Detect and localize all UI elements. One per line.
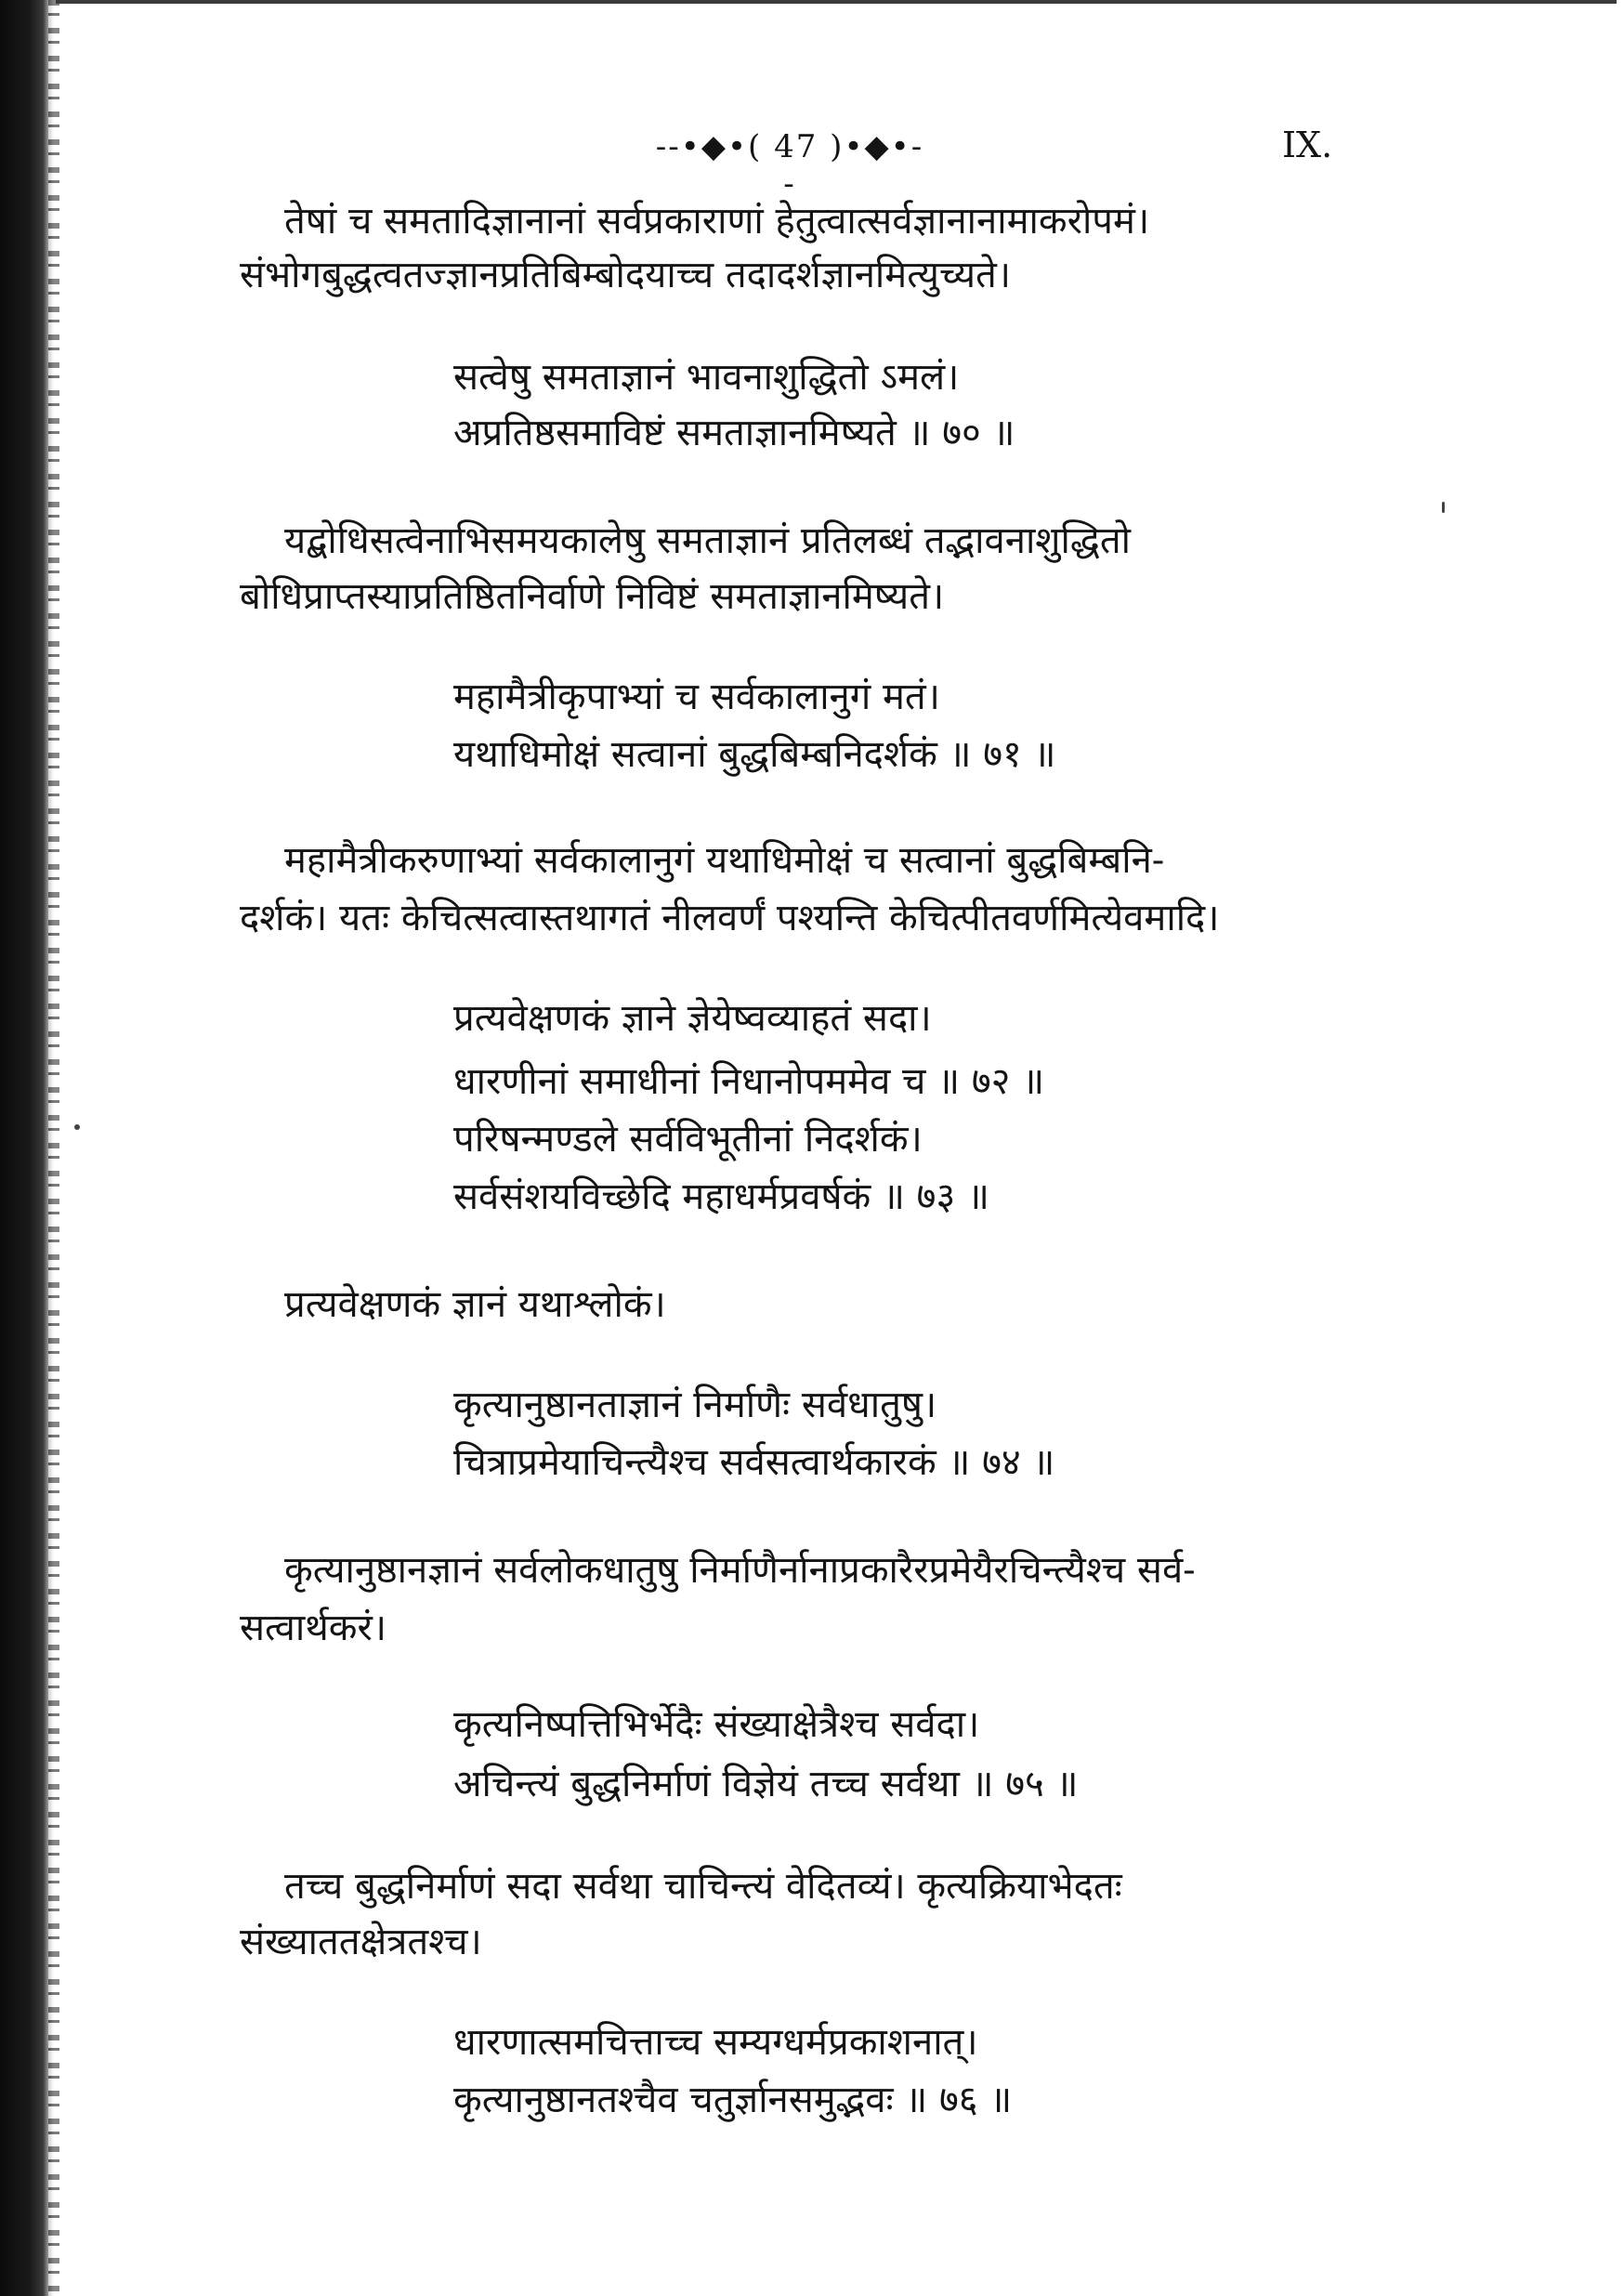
paper-speck	[74, 1124, 80, 1130]
book-spine-shadow	[0, 0, 54, 2296]
top-edge-rule	[56, 0, 1617, 4]
prose-line: संभोगबुद्धत्वतज्ज्ञानप्रतिबिम्बोदयाच्च तदादर्शज्ञानमित्युच्यते।	[240, 254, 1011, 296]
section-number: IX.	[1282, 125, 1333, 165]
verse-line: महामैत्रीकृपाभ्यां च सर्वकालानुगं मतं।	[453, 676, 940, 718]
prose-line: प्रत्यवेक्षणकं ज्ञानं यथाश्लोकं।	[284, 1283, 666, 1326]
verse-line: अप्रतिष्ठसमाविष्टं समताज्ञानमिष्यते ॥ ७० ॥	[453, 412, 1015, 454]
verse-line: प्रत्यवेक्षणकं ज्ञाने ज्ञेयेष्वव्याहतं सदा।	[453, 997, 932, 1040]
page-number: --•◆•( 47 )•◆•--	[655, 128, 924, 203]
verse-line: कृत्यनिष्पत्तिभिर्भेदैः संख्याक्षेत्रैश्च सर्वदा।	[453, 1703, 980, 1746]
paper-speck	[1442, 502, 1445, 513]
prose-line: तच्च बुद्धनिर्माणं सदा सर्वथा चाचिन्त्यं वेदितव्यं। कृत्यक्रियाभेदतः	[284, 1865, 1122, 1908]
verse-line: सत्वेषु समताज्ञानं भावनाशुद्धितो ऽमलं।	[453, 356, 960, 399]
prose-line: संख्याततक्षेत्रतश्च।	[240, 1921, 482, 1963]
verse-line: चित्राप्रमेयाचिन्त्यैश्च सर्वसत्वार्थकारकं ॥ ७४ ॥	[453, 1441, 1055, 1484]
binding-edge	[48, 0, 59, 2296]
verse-line: परिषन्मण्डले सर्वविभूतीनां निदर्शकं।	[453, 1118, 923, 1161]
verse-line: धारणात्समचित्ताच्च सम्यग्धर्मप्रकाशनात्।	[453, 2021, 978, 2064]
prose-line: महामैत्रीकरुणाभ्यां सर्वकालानुगं यथाधिमोक्षं च सत्वानां बुद्धबिम्बनि-	[284, 839, 1165, 882]
verse-line: कृत्यानुष्ठानतश्चैव चतुर्ज्ञानसमुद्भवः ॥ ७६ ॥	[453, 2079, 1013, 2121]
verse-line: सर्वसंशयविच्छेदि महाधर्मप्रवर्षकं ॥ ७३ ॥	[453, 1175, 989, 1218]
verse-line: कृत्यानुष्ठानताज्ञानं निर्माणैः सर्वधातुषु।	[453, 1384, 937, 1426]
prose-line: सत्वार्थकरं।	[240, 1607, 387, 1649]
verse-line: धारणीनां समाधीनां निधानोपममेव च ॥ ७२ ॥	[453, 1060, 1045, 1103]
prose-line: बोधिप्राप्तस्याप्रतिष्ठितनिर्वाणे निविष्टं समताज्ञानमिष्यते।	[240, 575, 945, 618]
prose-line: तेषां च समतादिज्ञानानां सर्वप्रकाराणां हेतुत्वात्सर्वज्ञानानामाकरोपमं।	[284, 200, 1150, 243]
prose-line: दर्शकं। यतः केचित्सत्वास्तथागतं नीलवर्णं पश्यन्ति केचित्पीतवर्णमित्येवमादि।	[240, 897, 1220, 939]
verse-line: यथाधिमोक्षं सत्वानां बुद्धबिम्बनिदर्शकं ॥ ७१ ॥	[453, 733, 1056, 776]
prose-line: यद्बोधिसत्वेनाभिसमयकालेषु समताज्ञानं प्रतिलब्धं तद्भावनाशुद्धितो	[284, 519, 1131, 562]
verse-line: अचिन्त्यं बुद्धनिर्माणं विज्ञेयं तच्च सर्वथा ॥ ७५ ॥	[453, 1763, 1079, 1805]
prose-line: कृत्यानुष्ठानज्ञानं सर्वलोकधातुषु निर्माणैर्नानाप्रकारैरप्रमेयैरचिन्त्यैश्च सर्व-	[284, 1549, 1196, 1592]
